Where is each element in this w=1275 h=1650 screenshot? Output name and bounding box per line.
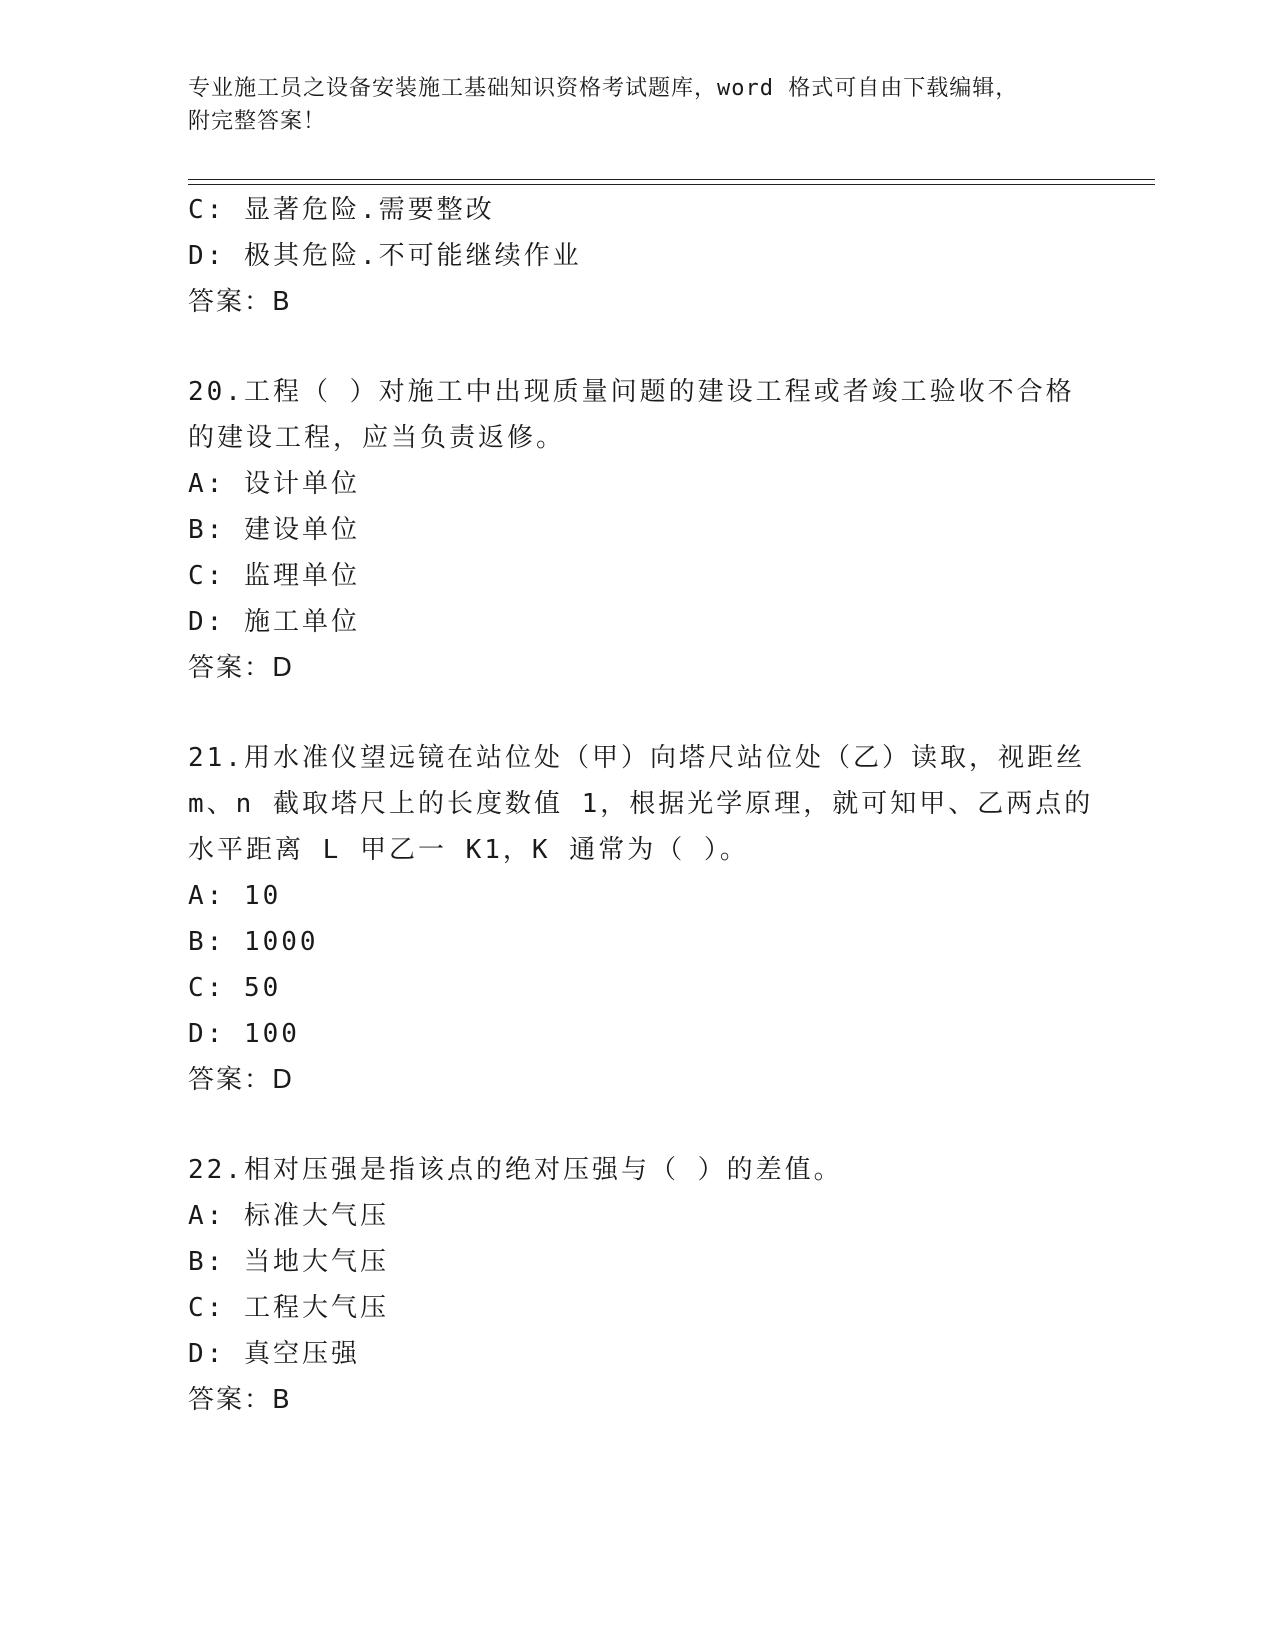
option-c: C: 显著危险.需要整改 <box>188 195 495 225</box>
option-b: B: 当地大气压 <box>188 1247 389 1277</box>
answer: 答案：D <box>188 1065 295 1095</box>
option-a: A: 10 <box>188 881 282 911</box>
question-stem-line: 的建设工程，应当负责返修。 <box>188 423 566 453</box>
option-c: C: 监理单位 <box>188 561 360 591</box>
question-stem-line: 水平距离 L 甲乙一 K1，K 通常为（ ）。 <box>188 835 749 865</box>
option-c: C: 50 <box>188 973 282 1003</box>
answer: 答案：B <box>188 287 292 317</box>
option-a: A: 标准大气压 <box>188 1201 389 1231</box>
option-d: D: 施工单位 <box>188 607 360 637</box>
question-stem-line: 20.工程（ ）对施工中出现质量问题的建设工程或者竣工验收不合格 <box>188 377 1075 407</box>
option-a: A: 设计单位 <box>188 469 360 499</box>
header-divider-bottom <box>188 184 1155 185</box>
question-stem-line: m、n 截取塔尺上的长度数值 1，根据光学原理，就可知甲、乙两点的 <box>188 789 1094 819</box>
answer: 答案：B <box>188 1385 292 1415</box>
option-b: B: 1000 <box>188 927 319 957</box>
option-c: C: 工程大气压 <box>188 1293 389 1323</box>
question-stem-line: 21.用水准仪望远镜在站位处（甲）向塔尺站位处（乙）读取，视距丝 <box>188 743 1085 773</box>
answer: 答案：D <box>188 653 295 683</box>
header-line-1: 专业施工员之设备安装施工基础知识资格考试题库，word 格式可自由下载编辑， <box>188 76 1019 101</box>
document-header <box>188 72 1088 138</box>
question-block-22 <box>188 1147 1088 1423</box>
question-block-19 <box>188 187 1088 325</box>
header-divider-top <box>188 179 1155 180</box>
option-b: B: 建设单位 <box>188 515 360 545</box>
question-block-21 <box>188 735 1094 1103</box>
header-line-2: 附完整答案！ <box>188 109 327 134</box>
option-d: D: 极其危险.不可能继续作业 <box>188 241 582 271</box>
question-stem-line: 22.相对压强是指该点的绝对压强与（ ）的差值。 <box>188 1155 843 1185</box>
option-d: D: 100 <box>188 1019 300 1049</box>
question-block-20 <box>188 369 1088 691</box>
question-list <box>188 187 1094 1423</box>
option-d: D: 真空压强 <box>188 1339 360 1369</box>
